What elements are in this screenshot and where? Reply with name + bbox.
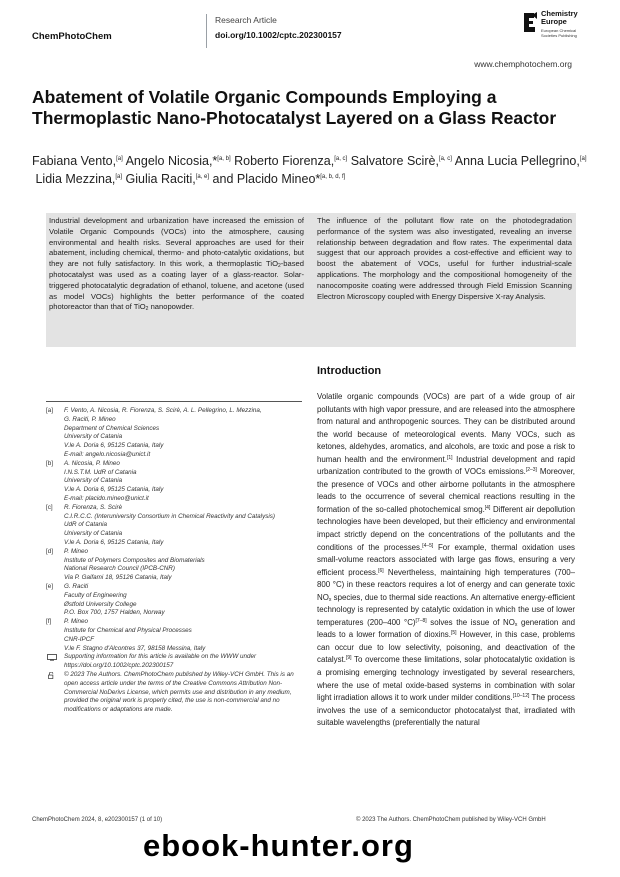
- affiliation-entry: [46, 504, 302, 548]
- affiliation-label: [e]: [46, 582, 54, 590]
- affiliation-line: University of Catania: [64, 530, 123, 538]
- affiliation-label: [b]: [46, 459, 54, 467]
- author: [237, 172, 345, 186]
- affiliation-line: University of Catania: [64, 433, 123, 441]
- author-affiliation-marker: [a]: [115, 174, 123, 180]
- citation-superscript: [5]: [450, 630, 457, 637]
- affiliation-entry: [46, 548, 302, 583]
- affiliation-line: UdR of Catania: [64, 521, 108, 529]
- citation-superscript: [2–3]: [525, 467, 537, 474]
- affiliation-line: V.le A. Doria 6, 95125 Catania, Italy: [64, 442, 164, 450]
- text-run: The influence of the pollutant flow rate on the photodegradation performance of the system was also investigated, revealing an inverse relationship between degradation and flow rates. The experimental data suggest that our approach provides a cost-effective and efficient way to boost the abatement of VOCs, useful for further industrial-scale applications. The morphology and the compositional homogeneity of the nanocomposite coating were addressed through Field Emission Scanning Electron Microscopy coupled with Energy Dispersive X-ray Analysis.: [317, 216, 572, 301]
- affiliation-line: G. Raciti: [64, 582, 89, 590]
- citation-superscript: [6]: [378, 567, 384, 574]
- author-name: Fabiana Vento,: [32, 154, 117, 168]
- copyright-text: © 2023 The Authors. ChemPhotoChem published by Wiley-VCH GmbH. This is an open access article under the terms of the Creative Commons Attribution Non-Commercial NoDerivs License, which permits use and distribution in any medium, provided the original work is properly cited, the use is non-commercial and no modifications or adaptations are made.: [64, 670, 294, 714]
- abstract-column-left: [49, 216, 304, 313]
- text-run: However, in this case, problems can occur due to low selectivity, poisoning, and deactivation of the catalyst.: [317, 630, 575, 665]
- affiliation-line: C.I.R.C.C. (Interuniversity Consortium in Chemical Reactivity and Catalysis): [64, 512, 276, 520]
- author-name: Angelo Nicosia,*: [125, 154, 218, 168]
- affiliation-line: P.O. Box 700, 1757 Halden, Norway: [64, 609, 165, 617]
- author-separator: and: [209, 172, 237, 186]
- chemistry-europe-logo-icon: [522, 11, 538, 33]
- affiliation-line: Via P. Gaifami 18, 95126 Catania, Italy: [64, 574, 172, 582]
- affiliation-label: [a]: [46, 407, 54, 414]
- affiliation-label: [c]: [46, 503, 53, 511]
- text-run: -based photocatalyst was used as a coating layer of a glass-reactor. Solar-triggered photocatalytic degradation of ethanol, toluene, and acetone (used as model VOCs) highlights the better performance of the coated photoreactor than that of TiO: [49, 259, 304, 312]
- abstract-column-right: [317, 216, 572, 302]
- affiliation-entry: [46, 583, 302, 618]
- author-name: Roberto Fiorenza,: [234, 154, 335, 168]
- affiliation-line: V.le A. Doria 6, 95125 Catania, Italy: [64, 538, 164, 546]
- author-affiliation-marker: [a, c]: [334, 156, 348, 162]
- logo-subtitle-line-2: Societies Publishing: [541, 33, 577, 38]
- text-run: generation and leads to a lower formation of dioxins.: [317, 617, 576, 640]
- author-name: Anna Lucia Pellegrino,: [454, 154, 580, 168]
- author-affiliation-marker: [a, c]: [438, 156, 452, 162]
- author-list: [32, 152, 592, 188]
- affiliation-line: University of Catania: [64, 477, 123, 485]
- affiliation-line: R. Fiorenza, S. Scirè: [64, 503, 123, 511]
- article-type: Research Article: [215, 15, 277, 25]
- affiliation-line: P. Mineo: [64, 547, 89, 555]
- citation-superscript: [10–12]: [512, 693, 530, 700]
- affiliation-line: National Research Council (IPCB-CNR): [64, 565, 175, 573]
- author-name: Salvatore Scirè,: [350, 154, 439, 168]
- author-affiliation-marker: [a]: [116, 156, 123, 162]
- text-run: Industrial development and urbanization have increased the emission of Volatile Organic Compounds (VOCs) into the atmosphere, causing environmental and health risks. Several approaches are used for their abatement, including chemical, thermo- and photo-catalytic oxidations, but they are not fully satisfactory. In this work, a thermoplastic TiO: [49, 216, 304, 269]
- affiliation-entry: [46, 460, 302, 504]
- text-run: Moreover, the presence of VOCs and other airborne pollutants in the atmosphere leads to the occurrence of several chemical reactions resulting in the formation of the so-called photochemical smog.: [317, 467, 575, 514]
- abstract-box: [46, 213, 576, 347]
- author-affiliation-marker: [a, e]: [195, 174, 210, 180]
- affiliation-line: Østfold University College: [64, 600, 137, 608]
- author-name: Placido Mineo*: [236, 172, 321, 186]
- text-run: Industrial development and rapid urbanization contributed to the growth of VOCs emissions.: [317, 454, 575, 477]
- affiliation-line: P. Mineo: [64, 618, 89, 626]
- subscript: x: [514, 621, 518, 628]
- text-run: solves the issue of NO: [426, 617, 515, 627]
- affiliation-line: Institute for Chemical and Physical Processes: [64, 626, 192, 634]
- article-title: Abatement of Volatile Organic Compounds Employing a Thermoplastic Nano-Photocatalyst Layered on a Glass Reactor: [32, 87, 557, 128]
- affiliation-line: I.N.S.T.M. UdR of Catania: [64, 468, 137, 476]
- supporting-info-text[interactable]: Supporting information for this article is available on the WWW under https://doi.org/10.1002/cptc.202300157: [64, 653, 257, 670]
- affiliation-line: Institute of Polymers Composites and Biomaterials: [64, 556, 205, 564]
- logo-title-line-2: Europe: [541, 17, 567, 26]
- affiliation-label: [f]: [46, 618, 52, 626]
- logo-title-line-1: Chemistry: [541, 9, 578, 18]
- journal-website-link[interactable]: www.chemphotochem.org: [474, 59, 572, 69]
- logo-subtitle-line-1: European Chemical: [541, 28, 577, 33]
- text-run: nanopowder.: [148, 302, 195, 312]
- doi-link[interactable]: doi.org/10.1002/cptc.202300157: [215, 30, 342, 40]
- monitor-icon: [47, 654, 57, 661]
- author-affiliation-marker: [a, b, d, f]: [320, 174, 346, 180]
- footer-citation: ChemPhotoChem 2024, 8, e202300157 (1 of 10): [32, 817, 163, 823]
- text-run: The process involves the use of a semiconductor photocatalyst that, irradiated with suitable wavelengths (preferentially the natural: [317, 693, 575, 728]
- affiliation-line: V.le F. Stagno d'Alcontres 37, 98158 Messina, Italy: [64, 644, 206, 652]
- affiliation-list: [46, 407, 302, 653]
- citation-superscript: [7–8]: [415, 617, 427, 624]
- text-run: For example, thermal oxidation uses small-volume reactors associated with large gas flows, ensuring a very efficient process.: [317, 542, 576, 577]
- affiliation-line: V.le A. Doria 6, 95125 Catania, Italy: [64, 486, 164, 494]
- affiliation-line: Department of Chemical Sciences: [64, 424, 160, 432]
- affiliation-email[interactable]: E-mail: angelo.nicosia@unict.it: [64, 450, 151, 458]
- author: [126, 154, 231, 168]
- subscript: 2: [277, 263, 281, 270]
- open-access-icon: [47, 672, 57, 679]
- chemistry-europe-logo: [522, 9, 612, 45]
- subscript: 2: [145, 306, 149, 313]
- header-divider: [206, 14, 207, 48]
- affiliation-entry: [46, 407, 302, 460]
- author: [234, 154, 347, 168]
- affiliation-line: CNR-IPCF: [64, 635, 95, 643]
- copyright-note: [46, 671, 302, 715]
- section-heading-introduction: Introduction: [317, 365, 382, 377]
- affiliation-line: G. Raciti, P. Mineo: [64, 415, 116, 423]
- supporting-info-note: [46, 653, 302, 671]
- affiliations-divider: [46, 401, 302, 402]
- citation-superscript: [4]: [484, 504, 491, 511]
- text-run: species, due to thermal side reactions. An alternative energy-efficient technology is represented by catalytic oxidation in which the use of lower temperatures (200–400 °C): [317, 592, 575, 627]
- text-run: Different air depollution technologies have been developed, but their efficiency and environmental impact strictly depend on the concentrations of the pollutants and the conditions of the processes.: [317, 504, 575, 552]
- author: [455, 154, 587, 168]
- affiliation-email[interactable]: E-mail: placido.mineo@unict.it: [64, 494, 149, 502]
- footer-copyright: © 2023 The Authors. ChemPhotoChem published by Wiley-VCH GmbH: [356, 817, 546, 823]
- text-run: To overcome these limitations, solar photocatalytic oxidation is a promising emerging technology investigated by several researchers, where the use of metal oxide-based systems in combination with solar light irradiation allows it to work under milder conditions.: [317, 655, 575, 703]
- affiliation-line: F. Vento, A. Nicosia, R. Fiorenza, S. Scirè, A. L. Pellegrino, L. Mezzina,: [64, 407, 262, 414]
- introduction-body-text: [317, 391, 575, 730]
- watermark-text: ebook-hunter.org: [143, 828, 414, 863]
- affiliation-line: A. Nicosia, P. Mineo: [64, 459, 120, 467]
- author-affiliation-marker: [a, b]: [217, 156, 231, 162]
- author-name: Giulia Raciti,: [125, 172, 196, 186]
- author: [351, 154, 452, 168]
- affiliation-label: [d]: [46, 547, 54, 555]
- author-affiliation-marker: [a]: [579, 156, 587, 162]
- subscript: x: [328, 596, 332, 603]
- affiliations-block: [46, 407, 302, 715]
- citation-superscript: [9]: [345, 655, 352, 662]
- citation-superscript: [4–5]: [422, 542, 434, 549]
- affiliation-line: Faculty of Engineering: [64, 591, 127, 599]
- author: [35, 172, 122, 186]
- affiliation-entry: [46, 618, 302, 653]
- author: [32, 154, 123, 168]
- journal-name: ChemPhotoChem: [32, 31, 112, 42]
- text-run: Volatile organic compounds (VOCs) are part of a wide group of air pollutants with high vapor pressure, and are released into the atmosphere from natural and anthropogenic sources. They can be distributed around the world because of meteorological events. Many VOCs, such as ketones, aldehydes, aromatics, and alcohols, are toxic and pose a risk to human health and the environment.: [317, 392, 575, 464]
- citation-superscript: [1]: [446, 454, 453, 461]
- author-name: Lidia Mezzina,: [35, 172, 116, 186]
- author: [126, 172, 210, 186]
- text-run: Nevertheless, maintaining high temperatures (700–800 °C) in these reactors requires a lot of energy and can generate toxic NO: [317, 567, 575, 602]
